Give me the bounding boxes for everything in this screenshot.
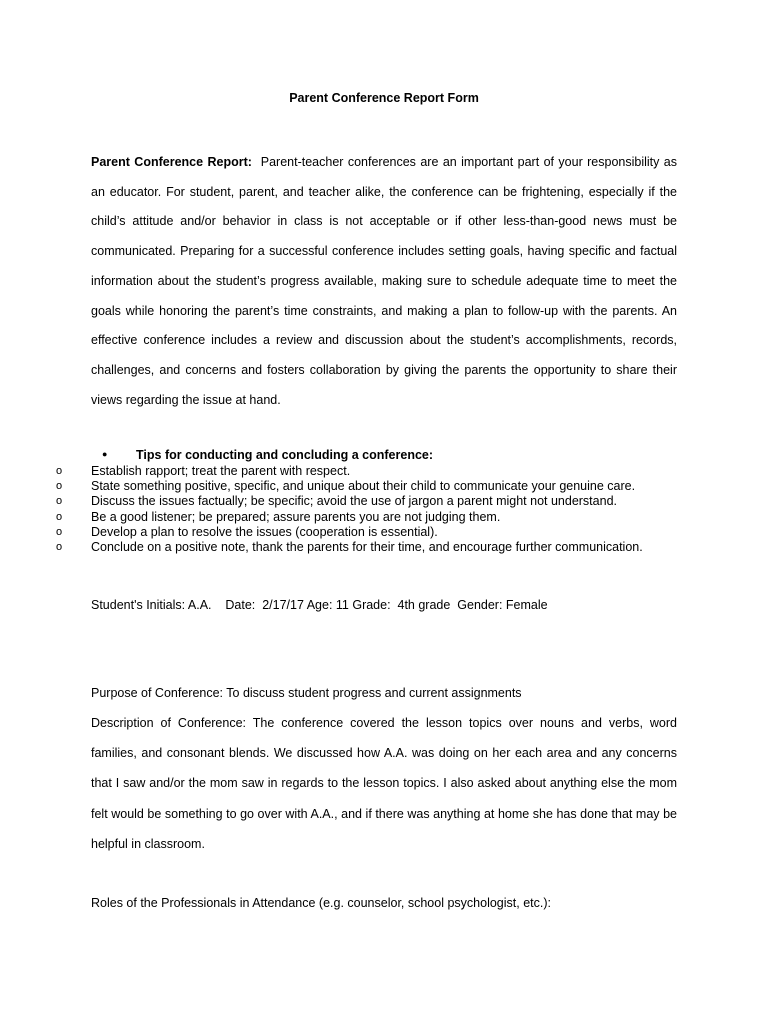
list-item — [0, 479, 768, 494]
student-info-line: Student's Initials: A.A. Date: 2/17/17 Age: 11 Grade: 4th grade Gender: Female — [91, 598, 548, 612]
intro-paragraph — [91, 148, 677, 415]
tips-heading-text: Tips for conducting and concluding a conference: — [136, 448, 434, 462]
bullet-icon: ● — [102, 449, 108, 459]
tips-heading — [102, 448, 433, 462]
list-item-text: Establish rapport; treat the parent with respect. — [91, 464, 351, 478]
list-item-text: Conclude on a positive note, thank the parents for their time, and encourage further communication. — [91, 540, 643, 555]
tips-list — [0, 464, 768, 555]
list-marker: o — [56, 495, 63, 508]
intro-text: Parent-teacher conferences are an important part of your responsibility as an educator. For student, parent, and teacher alike, the conference can be frightening, especially if the child’s attitude and/or behavior in class is not acceptable or if other less-than-good news must be communicated. Preparing for a successful conference includes setting goals, having specific and factual information about the student’s progress available, making sure to schedule adequate time to meet the goals while honoring the parent’s time constraints, and making a plan to follow-up with the parents. An effective conference includes a review and discussion about the student’s accomplishments, records, challenges, and concerns and fosters collaboration by giving the parents the opportunity to share their views regarding the issue at hand. — [91, 155, 677, 407]
roles-line: Roles of the Professionals in Attendance (e.g. counselor, school psychologist, etc.): — [91, 896, 551, 910]
list-item — [0, 464, 768, 479]
intro-label: Parent Conference Report: — [91, 155, 252, 169]
purpose-line: Purpose of Conference: To discuss student progress and current assignments — [91, 686, 522, 700]
list-marker: o — [56, 510, 63, 523]
page-title: Parent Conference Report Form — [289, 91, 479, 105]
list-item-text: Discuss the issues factually; be specific; avoid the use of jargon a parent might not understand. — [91, 494, 617, 509]
list-marker: o — [56, 541, 63, 554]
description-paragraph: Description of Conference: The conference covered the lesson topics over nouns and verbs, word families, and consonant blends. We discussed how A.A. was doing on her each area and any concerns that I saw and/or the mom saw in regards to the lesson topics. I also asked about anything else the mom felt would be something to go over with A.A., and if there was anything at home she has done that may be helpful in classroom. — [91, 716, 677, 851]
list-item — [0, 510, 768, 525]
list-item — [0, 494, 768, 509]
list-item-text: State something positive, specific, and unique about their child to communicate your genuine care. — [91, 479, 636, 494]
list-marker: o — [56, 480, 63, 493]
list-item — [0, 525, 768, 540]
list-item-text: Be a good listener; be prepared; assure parents you are not judging them. — [91, 509, 501, 524]
list-marker: o — [56, 525, 63, 538]
list-marker: o — [56, 465, 63, 477]
list-item — [0, 540, 768, 555]
list-item-text: Develop a plan to resolve the issues (cooperation is essential). — [91, 524, 438, 539]
